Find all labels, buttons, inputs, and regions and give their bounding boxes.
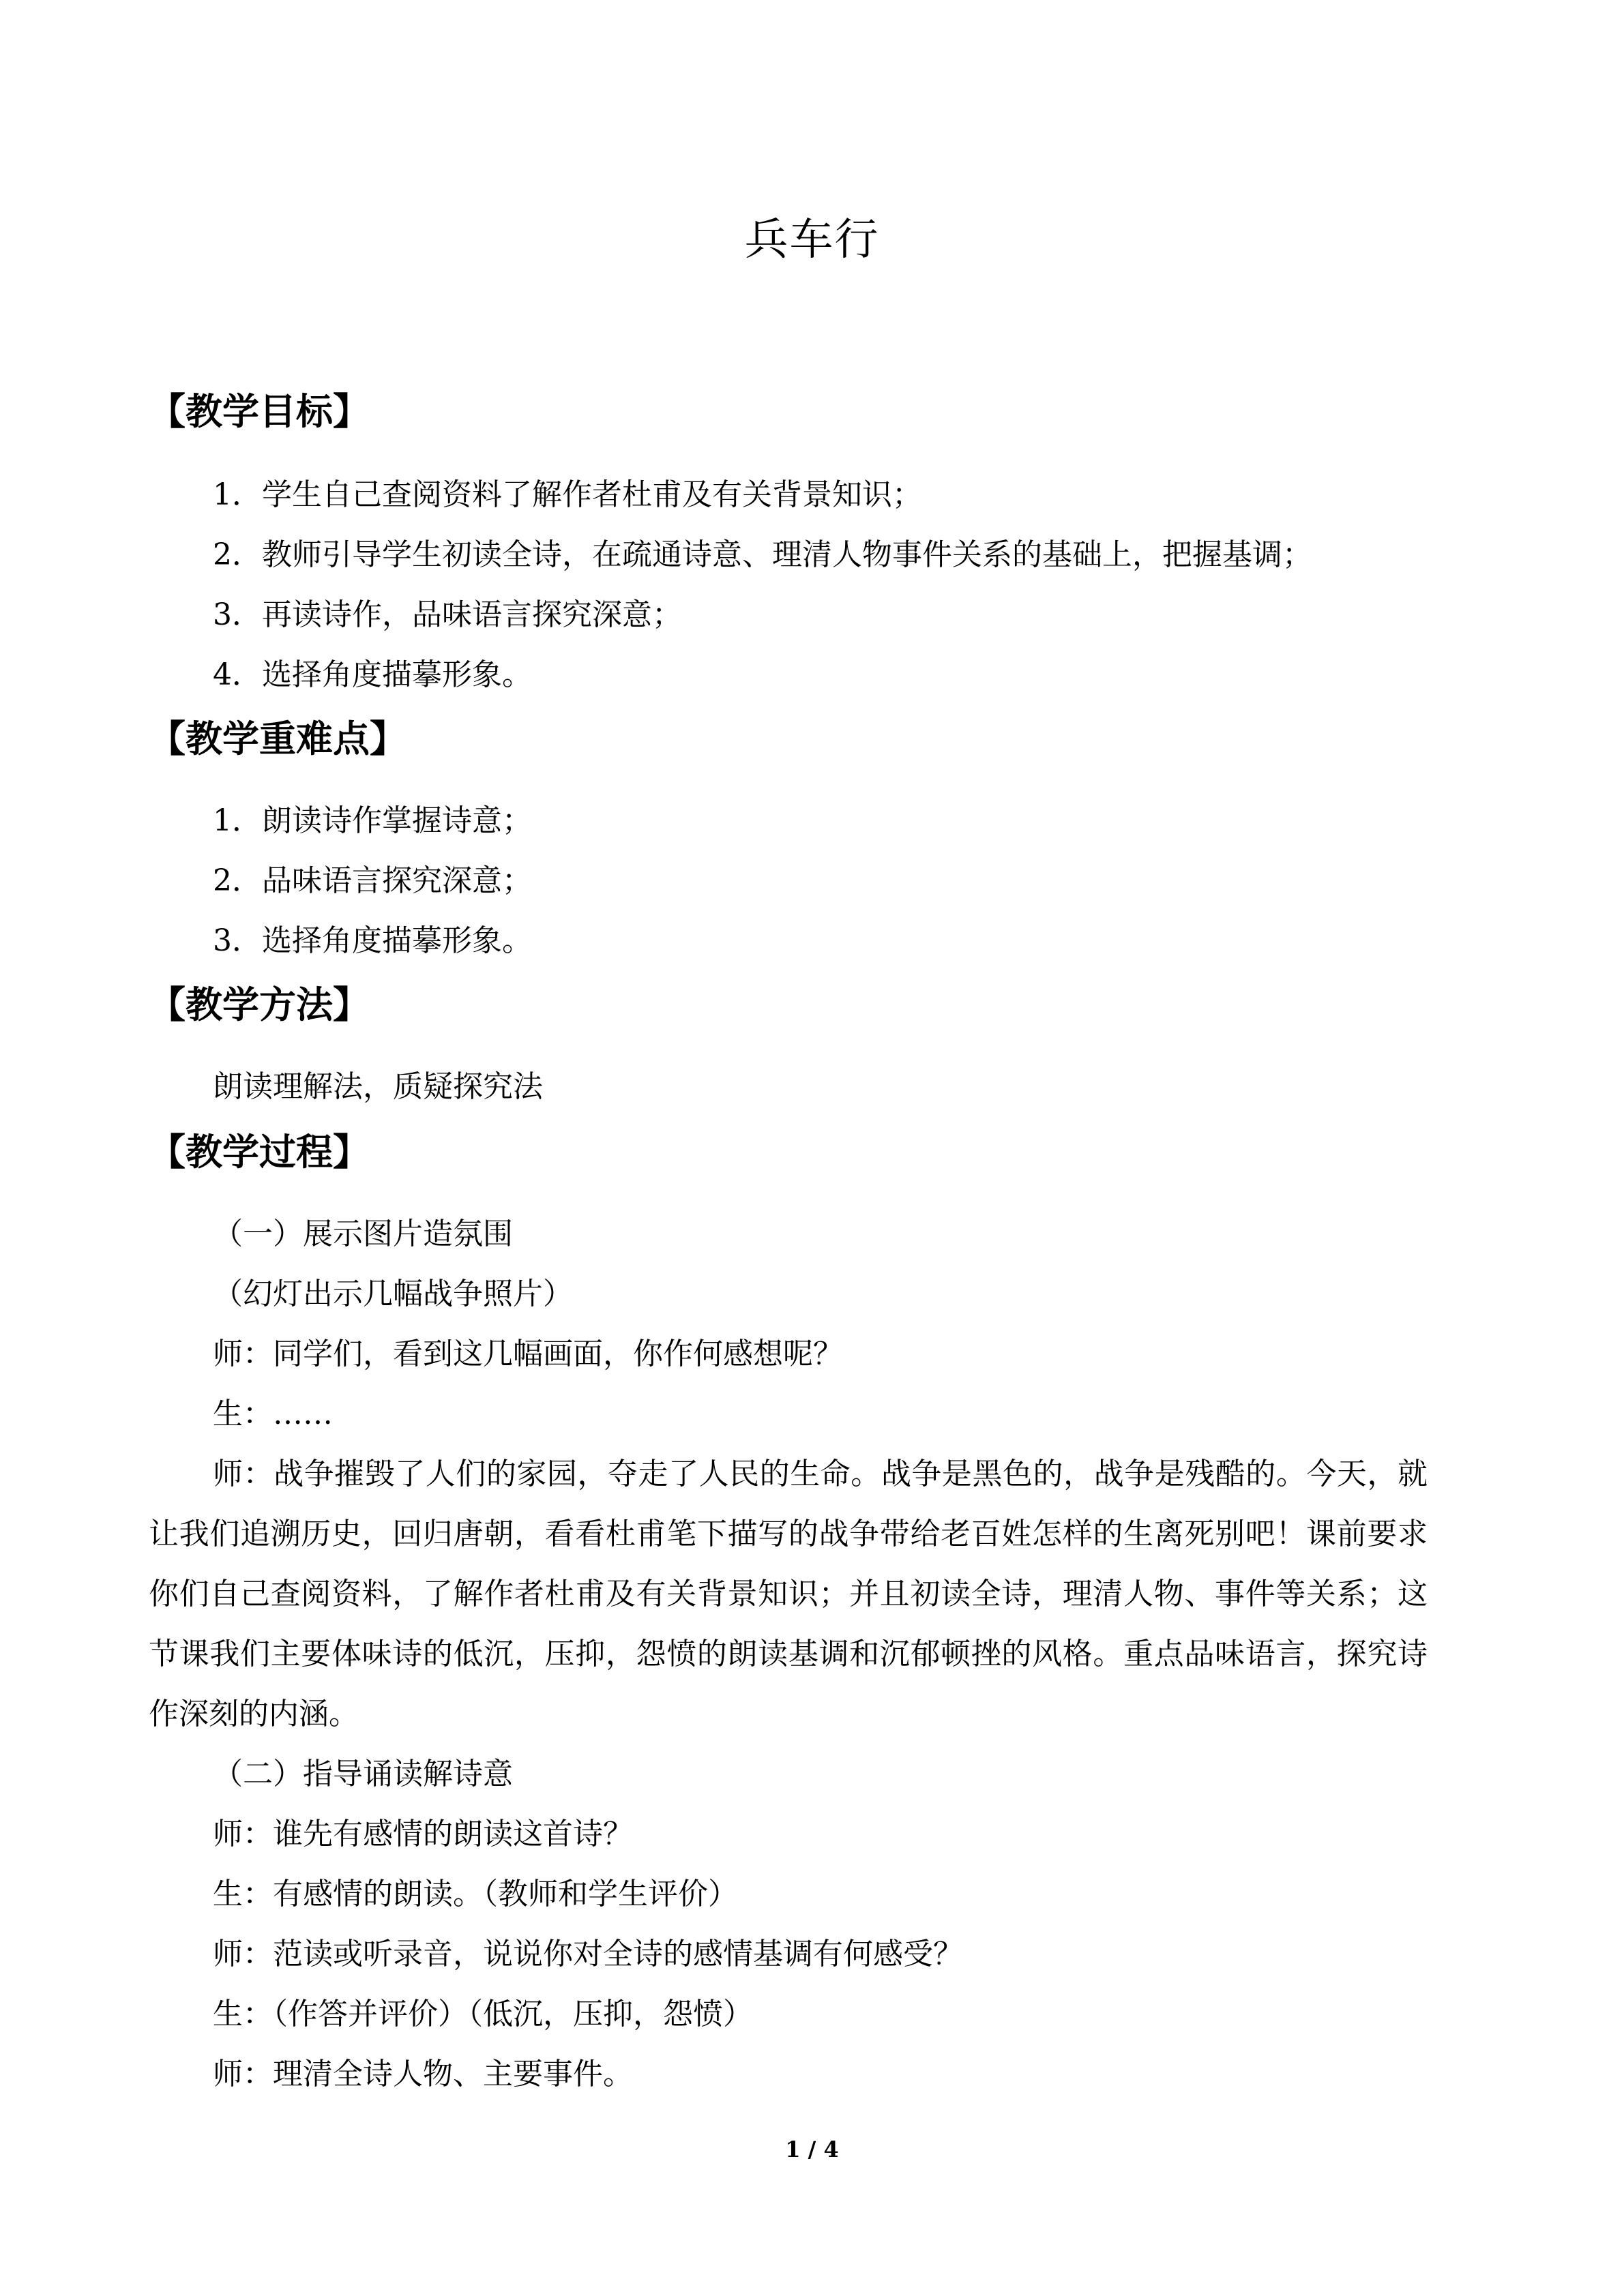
- key-point-item-1: 1．朗读诗作掌握诗意；: [213, 803, 532, 838]
- heading-objectives: 【教学目标】: [149, 390, 370, 433]
- page-number: 1 / 4: [785, 2136, 839, 2162]
- page-title: 兵车行: [744, 215, 880, 265]
- process-line-10: 师：理清全诗人物、主要事件。: [213, 2057, 633, 2091]
- key-point-item-3: 3．选择角度描摹形象。: [213, 923, 532, 958]
- objective-item-1: 1．学生自己查阅资料了解作者杜甫及有关背景知识；: [213, 477, 922, 512]
- process-line-5: （二）指导诵读解诗意: [213, 1757, 513, 1791]
- process-line-6: 师：谁先有感情的朗读这首诗？: [213, 1817, 633, 1851]
- objective-item-2: 2．教师引导学生初读全诗，在疏通诗意、理清人物事件关系的基础上，把握基调；: [213, 537, 1312, 572]
- process-line-9: 生：（作答并评价）（低沉，压抑，怨愤）: [213, 1997, 753, 2031]
- process-line-4: 生：……: [213, 1397, 333, 1431]
- heading-process: 【教学过程】: [149, 1131, 370, 1174]
- heading-methods: 【教学方法】: [149, 983, 370, 1026]
- process-line-3: 师：同学们，看到这几幅画面，你作何感想呢？: [213, 1337, 843, 1371]
- objective-item-3: 3．再读诗作，品味语言探究深意；: [213, 597, 682, 632]
- process-line-8: 师：范读或听录音，说说你对全诗的感情基调有何感受？: [213, 1937, 963, 1971]
- key-point-item-2: 2．品味语言探究深意；: [213, 863, 532, 898]
- process-paragraph: 师：战争摧毁了人们的家园，夺走了人民的生命。战争是黑色的，战争是残酷的。今天，就让我们追溯历史，回归唐朝，看看杜甫笔下描写的战争带给老百姓怎样的生离死别吧！课前要求你们自己查阅资料，了解作者杜甫及有关背景知识；并且初读全诗，理清人物、事件等关系；这节课我们主要体味诗的低沉，压抑，怨愤的朗读基调和沉郁顿挫的风格。重点品味语言，探究诗作深刻的内涵。: [149, 1457, 1428, 1731]
- process-line-2: （幻灯出示几幅战争照片）: [213, 1277, 573, 1311]
- objective-item-4: 4．选择角度描摹形象。: [213, 657, 532, 692]
- methods-text: 朗读理解法，质疑探究法: [213, 1069, 543, 1104]
- process-line-7: 生：有感情的朗读。（教师和学生评价）: [213, 1877, 738, 1911]
- heading-key-points: 【教学重难点】: [149, 717, 407, 760]
- process-line-1: （一）展示图片造氛围: [213, 1217, 513, 1251]
